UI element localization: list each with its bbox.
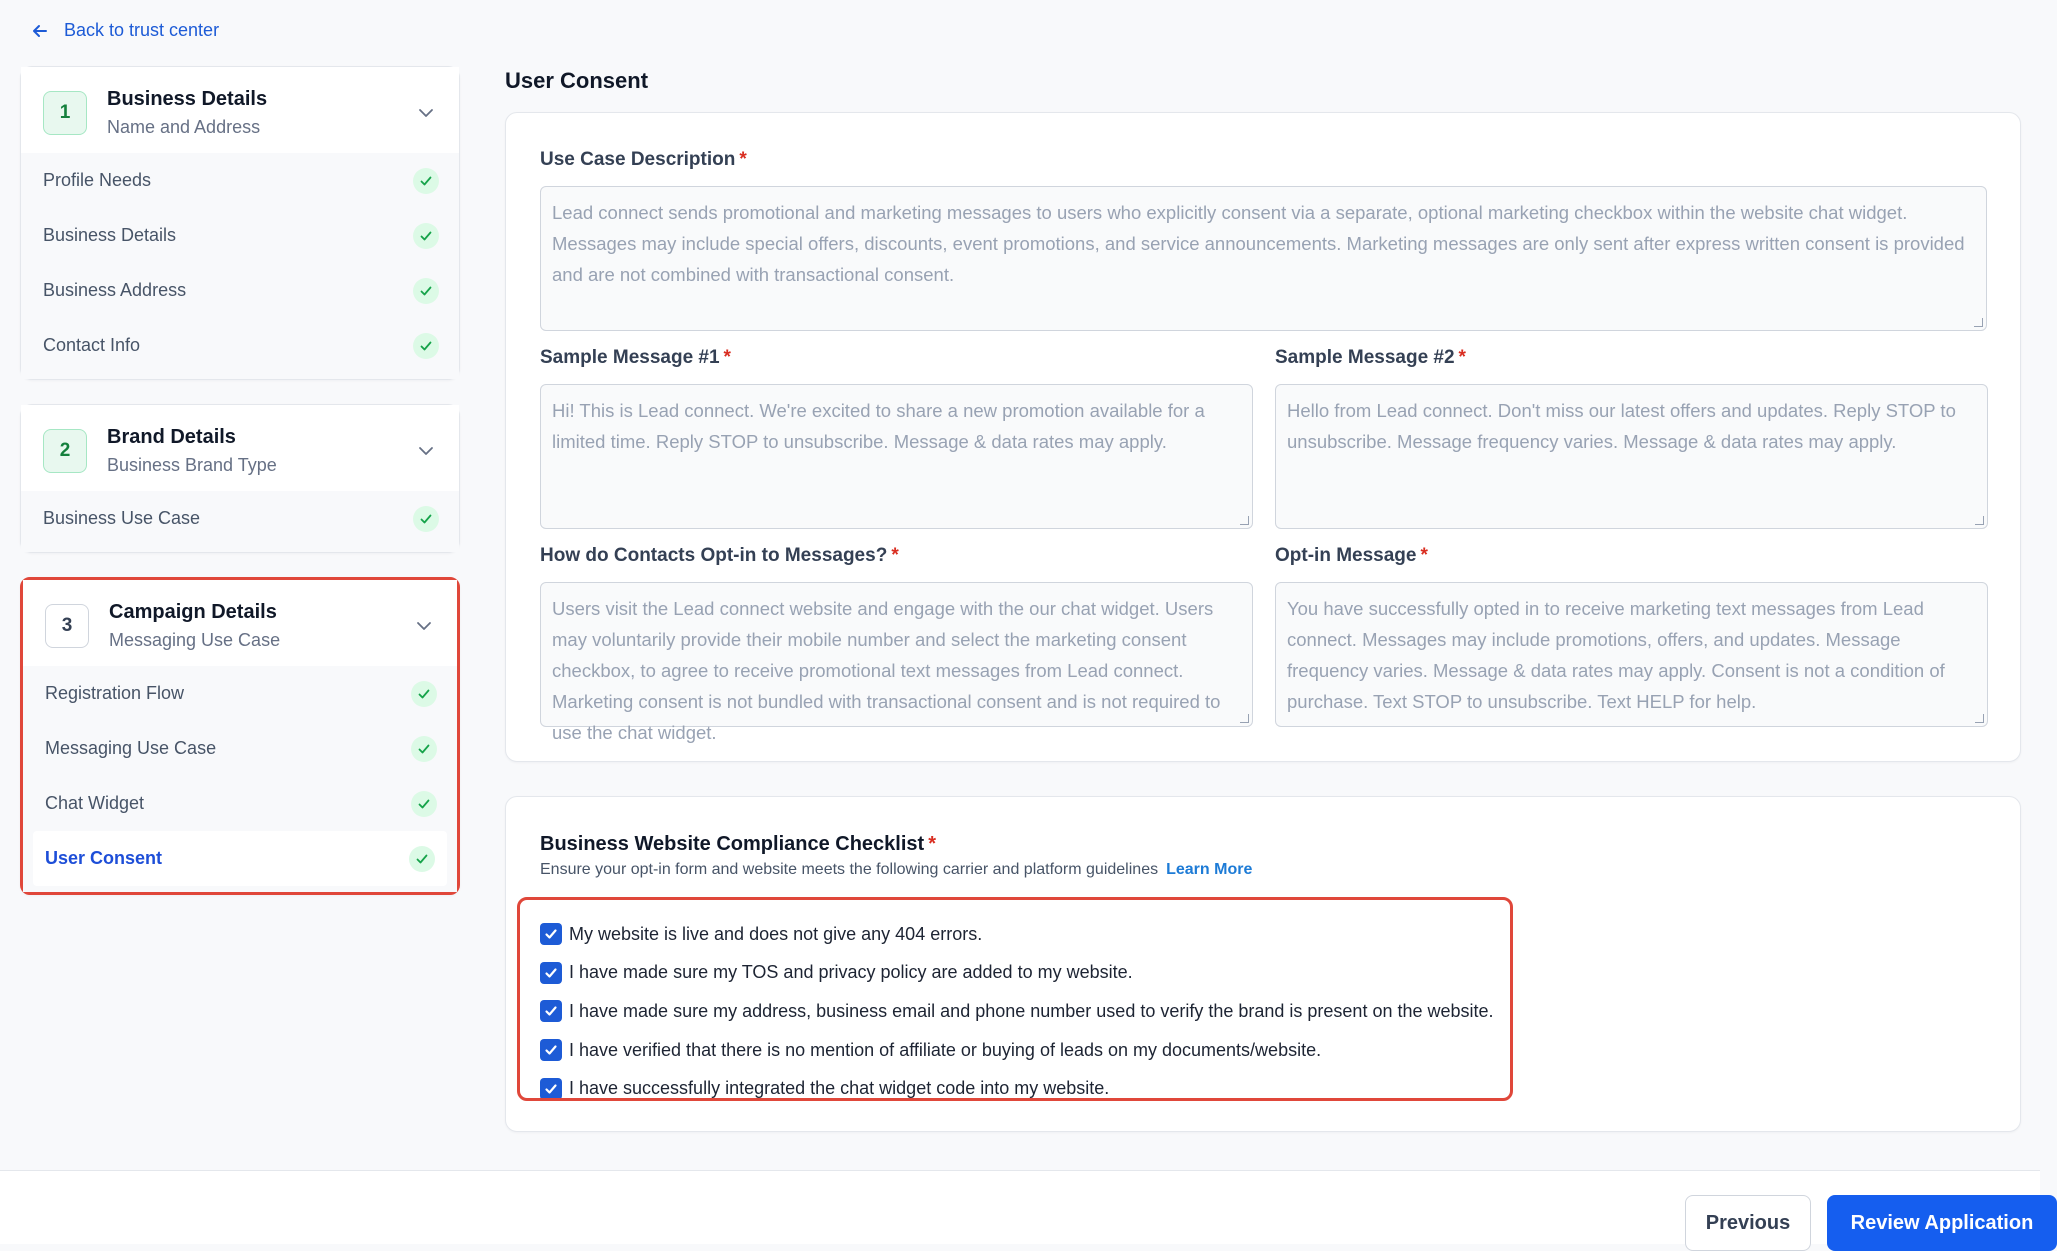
checklist — [540, 915, 1494, 1108]
sample-message-2-textarea[interactable]: Hello from Lead connect. Don't miss our latest offers and updates. Reply STOP to unsubscribe. Message frequency varies. Message & data rates may apply. — [1275, 384, 1988, 529]
checklist-item — [540, 1031, 1494, 1070]
step-title: Campaign Details — [109, 601, 277, 623]
step-header-business-details[interactable] — [21, 67, 459, 153]
sidebar-item-business-details[interactable] — [21, 208, 459, 263]
checkmark-icon — [543, 1042, 559, 1058]
checkmark-icon — [543, 926, 559, 942]
use-case-label-text: Use Case Description — [540, 149, 736, 170]
footer-bar — [0, 1170, 2040, 1244]
sample-message-1-label — [540, 347, 731, 369]
step-number: 3 — [45, 604, 89, 648]
step-subtitle: Messaging Use Case — [109, 630, 281, 650]
required-mark: * — [1458, 347, 1466, 368]
checkbox-checked[interactable] — [540, 1000, 562, 1022]
chevron-down-icon[interactable] — [413, 615, 435, 637]
back-to-trust-center-link[interactable] — [30, 20, 219, 41]
checklist-subtitle — [540, 861, 1252, 879]
opt-in-message-textarea[interactable]: You have successfully opted in to receive marketing text messages from Lead connect. Messages may include promotions, offers, and updates. Message frequency varies. Message & data rates may apply. Consent is not a condition of purchase. Text STOP to unsubscribe. Text HELP for help. — [1275, 582, 1988, 727]
sidebar-item-label: Business Use Case — [43, 508, 201, 528]
sidebar-item-messaging-use-case[interactable] — [23, 721, 457, 776]
step-header-brand-details[interactable] — [21, 405, 459, 491]
checklist-title-text: Business Website Compliance Checklist — [540, 833, 925, 855]
checklist-item — [540, 992, 1494, 1031]
sidebar-item-label: Business Address — [43, 280, 187, 300]
sidebar-item-business-use-case[interactable] — [21, 491, 459, 546]
opt-in-how-label — [540, 545, 899, 567]
check-icon — [413, 278, 439, 304]
step-subtitle: Business Brand Type — [107, 455, 277, 475]
step-card-campaign-details — [20, 577, 460, 895]
checklist-subtitle-text: Ensure your opt-in form and website meets the following carrier and platform guidelines — [540, 861, 1159, 878]
checklist-title — [540, 833, 936, 856]
checkbox-checked[interactable] — [540, 1078, 562, 1100]
check-icon — [409, 846, 435, 872]
step-card-brand-details — [20, 404, 460, 553]
required-mark: * — [739, 149, 747, 170]
sidebar-item-business-address[interactable] — [21, 263, 459, 318]
sidebar-item-profile-needs[interactable] — [21, 153, 459, 208]
user-consent-form-card — [505, 112, 2021, 762]
sample-message-1-textarea[interactable]: Hi! This is Lead connect. We're excited to share a new promotion available for a limited time. Reply STOP to unsubscribe. Message & data rates may apply. — [540, 384, 1253, 529]
sample-message-2-label — [1275, 347, 1466, 369]
checkbox-checked[interactable] — [540, 923, 562, 945]
chevron-down-icon[interactable] — [415, 102, 437, 124]
page-title: User Consent — [505, 68, 649, 93]
checkbox-checked[interactable] — [540, 962, 562, 984]
arrow-left-icon — [30, 21, 50, 41]
checklist-item — [540, 915, 1494, 954]
opt-in-how-textarea[interactable]: Users visit the Lead connect website and engage with the our chat widget. Users may voluntarily provide their mobile number and select the marketing consent checkbox, to agree to receive promotional text messages from Lead connect. Marketing consent is not bundled with transactional consent and is not required to use the chat widget. — [540, 582, 1253, 727]
sidebar-item-label: Registration Flow — [45, 683, 185, 703]
sidebar-item-contact-info[interactable] — [21, 318, 459, 373]
back-link-label: Back to trust center — [64, 20, 220, 40]
check-icon — [413, 506, 439, 532]
step-number: 1 — [43, 91, 87, 135]
checklist-item — [540, 954, 1494, 993]
sidebar-item-label: User Consent — [45, 848, 163, 868]
step-number: 2 — [43, 429, 87, 473]
use-case-description-textarea[interactable]: Lead connect sends promotional and marketing messages to users who explicitly consent via a separate, optional marketing checkbox within the website chat widget. Messages may include special offers, discounts, event promotions, and service announcements. Marketing messages are only sent after express written consent is provided and are not combined with transactional consent. — [540, 186, 1987, 331]
steps-sidebar — [20, 66, 460, 919]
step-subtitle: Name and Address — [107, 117, 261, 137]
previous-button[interactable]: Previous — [1685, 1195, 1811, 1251]
sample-message-1-label-text: Sample Message #1 — [540, 347, 720, 368]
step-header-campaign-details[interactable] — [23, 580, 457, 666]
sidebar-item-label: Contact Info — [43, 335, 141, 355]
check-icon — [411, 791, 437, 817]
sample-message-2-label-text: Sample Message #2 — [1275, 347, 1455, 368]
checkbox-checked[interactable] — [540, 1039, 562, 1061]
use-case-label — [540, 149, 747, 171]
review-application-button[interactable]: Review Application — [1827, 1195, 2057, 1251]
checkmark-icon — [543, 1003, 559, 1019]
opt-in-how-label-text: How do Contacts Opt-in to Messages? — [540, 545, 888, 566]
checkmark-icon — [543, 1081, 559, 1097]
sidebar-item-registration-flow[interactable] — [23, 666, 457, 721]
step-card-business-details — [20, 66, 460, 380]
checklist-item-label: My website is live and does not give any 404 errors. — [569, 923, 983, 944]
check-icon — [413, 223, 439, 249]
opt-in-message-label-text: Opt-in Message — [1275, 545, 1417, 566]
check-icon — [411, 681, 437, 707]
checklist-item-label: I have successfully integrated the chat widget code into my website. — [569, 1078, 1110, 1099]
checklist-item-label: I have made sure my address, business email and phone number used to verify the brand is present on the website. — [569, 1000, 1494, 1021]
check-icon — [413, 168, 439, 194]
required-mark: * — [1420, 545, 1428, 566]
required-mark: * — [928, 833, 936, 855]
check-icon — [413, 333, 439, 359]
sidebar-item-label: Messaging Use Case — [45, 738, 217, 758]
required-mark: * — [891, 545, 899, 566]
compliance-checklist-card — [505, 796, 2021, 1132]
required-mark: * — [723, 347, 731, 368]
checkmark-icon — [543, 965, 559, 981]
sidebar-item-label: Profile Needs — [43, 170, 152, 190]
sidebar-item-label: Business Details — [43, 225, 177, 245]
sidebar-item-user-consent[interactable] — [33, 831, 447, 886]
chevron-down-icon[interactable] — [415, 440, 437, 462]
sidebar-item-chat-widget[interactable] — [23, 776, 457, 831]
sidebar-item-label: Chat Widget — [45, 793, 145, 813]
step-title: Business Details — [107, 88, 268, 110]
checklist-item-label: I have made sure my TOS and privacy policy are added to my website. — [569, 962, 1133, 983]
opt-in-message-label — [1275, 545, 1428, 567]
checklist-item-label: I have verified that there is no mention of affiliate or buying of leads on my documents/website. — [569, 1039, 1322, 1060]
checklist-item — [540, 1069, 1494, 1108]
check-icon — [411, 736, 437, 762]
step-title: Brand Details — [107, 426, 236, 448]
learn-more-link[interactable]: Learn More — [1166, 861, 1253, 878]
